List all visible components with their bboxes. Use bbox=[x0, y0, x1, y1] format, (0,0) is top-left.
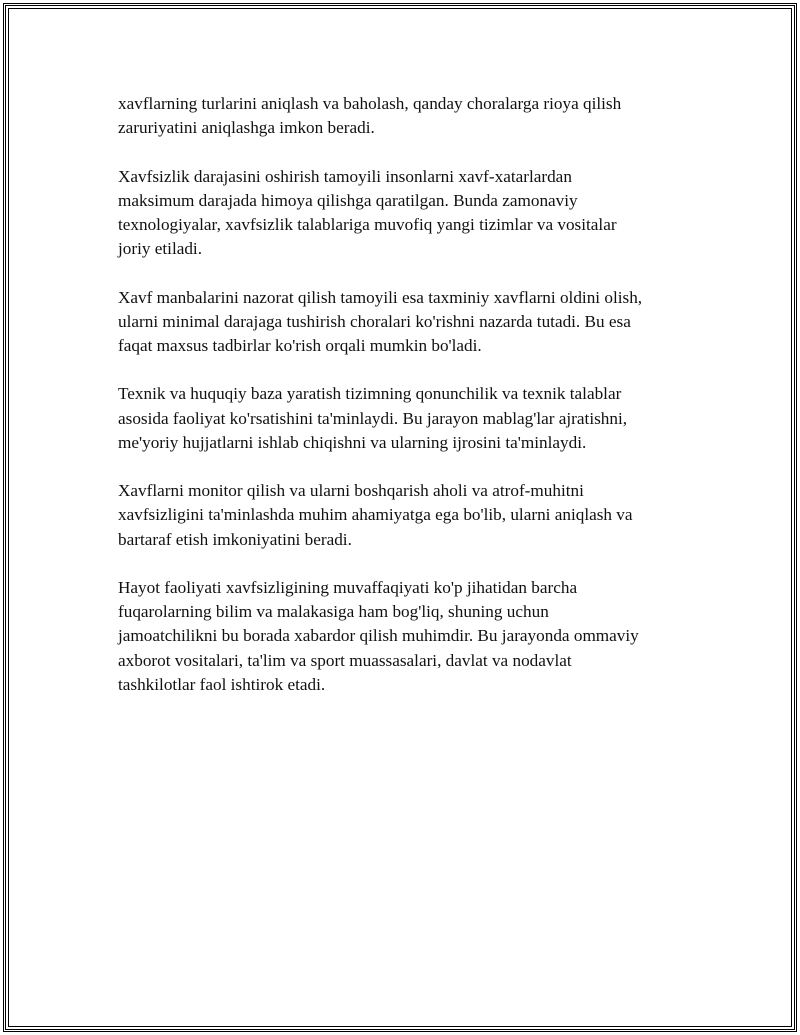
paragraph-line: xavflarning turlarini aniqlash va baholash, qanday choralarga rioya qilish bbox=[118, 94, 622, 113]
paragraph-5 bbox=[118, 479, 698, 552]
paragraph-line: faqat maxsus tadbirlar ko'rish orqali mumkin bo'ladi. bbox=[118, 336, 482, 355]
paragraph-3 bbox=[118, 286, 698, 359]
paragraph-4 bbox=[118, 382, 698, 455]
paragraph-line: Xavfsizlik darajasini oshirish tamoyili insonlarni xavf-xatarlardan bbox=[118, 166, 572, 186]
paragraph-line: maksimum darajada himoya qilishga qaratilgan. Bunda zamonaviy bbox=[118, 190, 578, 210]
paragraph-line: asosida faoliyat ko'rsatishini ta'minlaydi. Bu jarayon mablag'lar ajratishni, bbox=[118, 408, 628, 428]
paragraph-line: zaruriyatini aniqlashga imkon beradi. bbox=[118, 118, 375, 138]
paragraph-line: xavfsizligini ta'minlashda muhim ahamiyatga ega bo'lib, ularni aniqlash va bbox=[118, 505, 633, 525]
paragraph-line: fuqarolarning bilim va malakasiga ham bog'liq, shuning uchun bbox=[118, 602, 549, 622]
paragraph-line: Xavflarni monitor qilish va ularni boshqarish aholi va atrof-muhitni bbox=[118, 481, 584, 501]
paragraph-line: Texnik va huquqiy baza yaratish tizimning qonunchilik va texnik talablar bbox=[118, 384, 622, 404]
paragraph-line: me'yoriy hujjatlarni ishlab chiqishni va ularning ijrosini ta'minlaydi. bbox=[118, 432, 587, 452]
paragraph-line: Hayot faoliyati xavfsizligining muvaffaqiyati ko'p jihatidan barcha bbox=[118, 577, 578, 597]
paragraph-line: tashkilotlar faol ishtirok etadi. bbox=[118, 674, 326, 694]
paragraph-line: texnologiyalar, xavfsizlik talablariga muvofiq yangi tizimlar va vositalar bbox=[118, 215, 617, 234]
paragraph-6 bbox=[118, 576, 698, 697]
paragraph-line: bartaraf etish imkoniyatini beradi. bbox=[118, 529, 352, 549]
paragraph-2 bbox=[118, 165, 698, 262]
paragraph-line: joriy etiladi. bbox=[118, 239, 203, 259]
paragraph-line: Xavf manbalarini nazorat qilish tamoyili esa taxminiy xavflarni oldini olish, bbox=[118, 287, 643, 307]
paragraph-1 bbox=[118, 92, 698, 140]
paragraph-line: jamoatchilikni bu borada xabardor qilish muhimdir. Bu jarayonda ommaviy bbox=[118, 626, 639, 646]
document-body bbox=[118, 92, 698, 721]
paragraph-line: axborot vositalari, ta'lim va sport muassasalari, davlat va nodavlat bbox=[118, 650, 572, 670]
paragraph-line: ularni minimal darajaga tushirish choralari ko'rishni nazarda tutadi. Bu esa bbox=[118, 311, 631, 331]
